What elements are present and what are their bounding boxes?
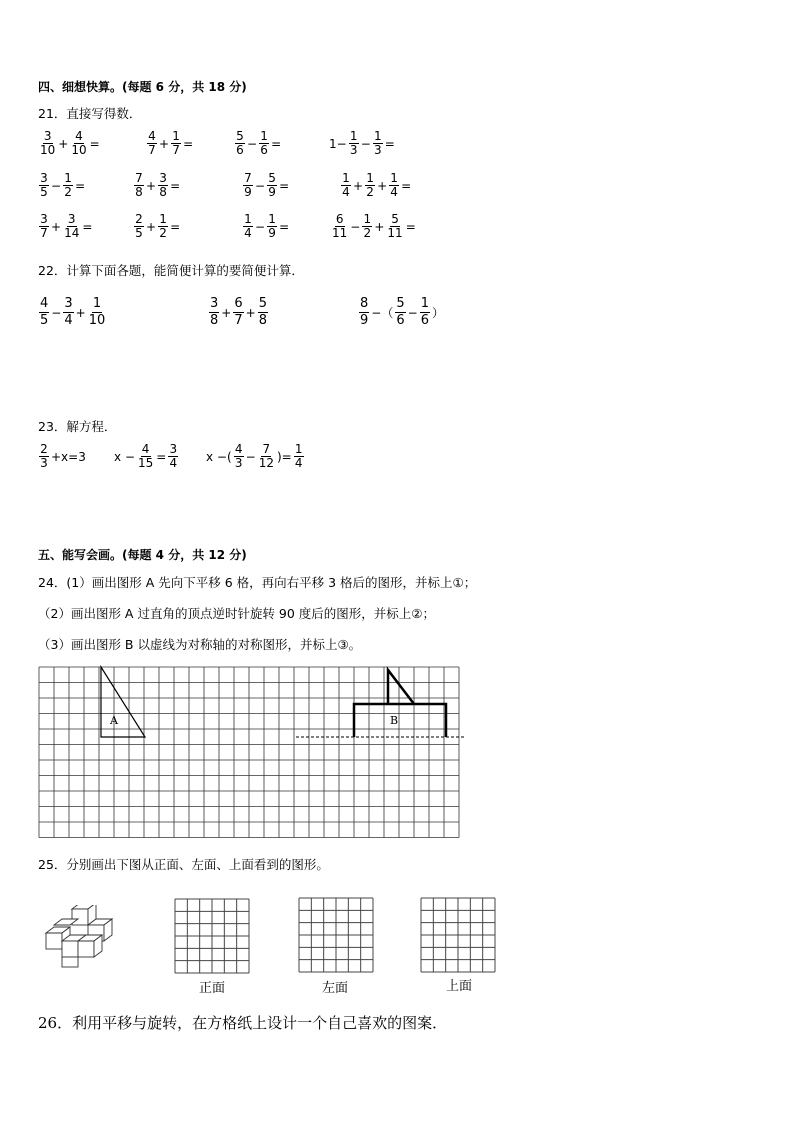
fraction <box>209 296 219 329</box>
denominator: 3 <box>349 143 358 157</box>
operator: + <box>377 178 388 193</box>
denominator: 10 <box>71 143 87 157</box>
expression <box>113 443 179 470</box>
numerator: 3 <box>40 212 48 226</box>
operator: = <box>156 449 167 464</box>
numerator: 1 <box>373 129 382 143</box>
q21-title: 21．直接写得数． <box>38 106 142 121</box>
operator: +x=3 <box>51 449 86 464</box>
denominator: 5 <box>40 185 48 199</box>
fraction <box>70 130 87 157</box>
fraction <box>294 443 304 470</box>
expression <box>146 130 194 157</box>
left-view-grid <box>298 897 374 973</box>
denominator: 6 <box>260 143 268 157</box>
numerator: 5 <box>391 212 399 226</box>
operator: + <box>221 305 232 320</box>
numerator: 4 <box>148 129 156 143</box>
fraction <box>258 443 275 470</box>
operator: + <box>58 136 69 151</box>
fraction <box>147 130 157 157</box>
operator: = <box>271 136 282 151</box>
operator: − <box>350 219 361 234</box>
denominator: 12 <box>258 456 274 470</box>
denominator: 8 <box>258 313 267 328</box>
operator: + <box>75 305 86 320</box>
triangle-a <box>101 667 145 737</box>
q23-title: 23．解方程． <box>38 419 117 434</box>
operator: = <box>170 219 181 234</box>
denominator: 4 <box>169 456 178 470</box>
denominator: 6 <box>420 313 429 328</box>
expression <box>38 443 87 470</box>
operator: = <box>279 219 290 234</box>
fraction <box>158 172 168 199</box>
operator: = <box>89 136 100 151</box>
fraction <box>259 130 269 157</box>
numerator: 1 <box>172 129 180 143</box>
operator: = <box>384 136 395 151</box>
fraction <box>39 172 49 199</box>
fraction <box>158 213 168 240</box>
numerator: 6 <box>335 212 344 226</box>
expression <box>38 130 101 157</box>
denominator: 9 <box>244 185 252 199</box>
fraction <box>349 130 359 157</box>
denominator: 2 <box>64 185 72 199</box>
operator: −（ <box>371 306 394 320</box>
fraction <box>234 443 244 470</box>
section4-title: 四、细想快算。(每题 6 分，共 18 分) <box>38 80 247 94</box>
operator: = <box>75 178 86 193</box>
operator: + <box>245 305 256 320</box>
denominator: 9 <box>268 185 276 199</box>
numerator: 3 <box>210 296 219 311</box>
numerator: 1 <box>64 171 72 185</box>
numerator: 7 <box>135 171 143 185</box>
denominator: 4 <box>342 185 350 199</box>
q24-grid-figure <box>38 664 468 844</box>
denominator: 15 <box>137 456 154 470</box>
q24-line2: （2）画出图形 A 过直角的顶点逆时针旋转 90 度后的图形，并标上②； <box>38 606 436 621</box>
operator: + <box>146 219 157 234</box>
numerator: 1 <box>260 129 268 143</box>
numerator: 3 <box>43 129 52 143</box>
denominator: 7 <box>148 143 156 157</box>
denominator: 6 <box>396 313 405 328</box>
denominator: 7 <box>40 226 48 240</box>
numerator: 5 <box>258 296 267 311</box>
fraction <box>267 213 277 240</box>
operator: + <box>51 219 62 234</box>
denominator: 3 <box>234 456 243 470</box>
numerator: 1 <box>294 442 303 456</box>
numerator: 3 <box>67 212 76 226</box>
operator: + <box>353 178 364 193</box>
numerator: 1 <box>363 212 372 226</box>
operator: − <box>407 305 418 320</box>
expression <box>242 172 290 199</box>
operator: − <box>247 136 258 151</box>
numerator: 4 <box>75 129 83 143</box>
fraction <box>359 296 369 329</box>
numerator: 1 <box>268 212 276 226</box>
q22-title: 22．计算下面各题，能简便计算的要简便计算． <box>38 263 304 278</box>
fraction <box>389 172 399 199</box>
operator: x − <box>114 449 135 464</box>
denominator: 2 <box>159 226 167 240</box>
fraction <box>88 296 107 329</box>
expression <box>133 172 181 199</box>
fraction <box>39 443 49 470</box>
denominator: 4 <box>390 185 398 199</box>
denominator: 5 <box>135 226 143 240</box>
denominator: 4 <box>294 456 303 470</box>
q25-title: 25．分别画出下图从正面、左面、上面看到的图形。 <box>38 857 329 872</box>
fraction <box>341 172 351 199</box>
numerator: 3 <box>169 442 178 456</box>
operator: + <box>146 178 157 193</box>
fraction <box>258 296 268 329</box>
expression <box>205 443 305 470</box>
operator: − <box>51 305 62 320</box>
numerator: 8 <box>360 296 369 311</box>
numerator: 5 <box>268 171 276 185</box>
label-a: A <box>110 714 118 727</box>
fraction <box>365 172 375 199</box>
numerator: 1 <box>244 212 252 226</box>
cube-stack-figure <box>44 905 124 970</box>
operator: = <box>401 178 412 193</box>
denominator: 7 <box>172 143 180 157</box>
operator: + <box>159 136 170 151</box>
front-view-label: 正面 <box>199 981 226 996</box>
numerator: 4 <box>234 442 243 456</box>
fraction <box>267 172 277 199</box>
denominator: 7 <box>234 313 243 328</box>
section5-title: 五、能写会画。(每题 4 分，共 12 分) <box>38 548 247 562</box>
operator: − <box>255 178 266 193</box>
numerator: 4 <box>40 296 49 311</box>
numerator: 5 <box>236 129 244 143</box>
fraction <box>134 213 144 240</box>
denominator: 10 <box>40 143 56 157</box>
fraction <box>39 130 56 157</box>
numerator: 2 <box>40 442 48 456</box>
denominator: 8 <box>159 185 167 199</box>
top-view-label: 上面 <box>446 979 473 994</box>
operator: = <box>82 219 93 234</box>
denominator: 8 <box>210 313 219 328</box>
numerator: 4 <box>141 442 150 456</box>
fraction <box>373 130 383 157</box>
operator: ） <box>431 306 444 320</box>
denominator: 3 <box>373 143 382 157</box>
fraction <box>63 172 73 199</box>
denominator: 8 <box>135 185 143 199</box>
expression <box>330 213 417 240</box>
operator: = <box>405 219 416 234</box>
fraction <box>137 443 154 470</box>
fraction <box>395 296 405 329</box>
numerator: 3 <box>159 171 167 185</box>
denominator: 2 <box>366 185 374 199</box>
numerator: 1 <box>366 171 374 185</box>
fraction <box>243 213 253 240</box>
numerator: 1 <box>390 171 398 185</box>
numerator: 7 <box>244 171 252 185</box>
numerator: 7 <box>262 442 271 456</box>
numerator: 3 <box>64 296 73 311</box>
fraction <box>386 213 403 240</box>
denominator: 14 <box>64 226 80 240</box>
numerator: 5 <box>396 296 405 311</box>
denominator: 11 <box>332 226 348 240</box>
denominator: 6 <box>236 143 244 157</box>
fraction <box>168 443 178 470</box>
numerator: 1 <box>420 296 429 311</box>
expression <box>340 172 412 199</box>
q24-line3: （3）画出图形 B 以虚线为对称轴的对称图形，并标上③。 <box>38 637 362 652</box>
denominator: 4 <box>64 313 73 328</box>
fraction <box>171 130 181 157</box>
operator: )= <box>277 449 292 464</box>
q26-title: 26．利用平移与旋转，在方格纸上设计一个自己喜欢的图案． <box>38 1014 448 1032</box>
operator: x −( <box>206 449 232 464</box>
numerator: 1 <box>342 171 350 185</box>
denominator: 11 <box>387 226 403 240</box>
denominator: 9 <box>360 313 369 328</box>
numerator: 6 <box>234 296 243 311</box>
fraction <box>235 130 245 157</box>
numerator: 1 <box>159 212 167 226</box>
expression <box>38 172 86 199</box>
denominator: 5 <box>40 313 49 328</box>
top-view-grid <box>420 897 496 973</box>
expression <box>208 296 269 329</box>
fraction <box>39 213 49 240</box>
front-view-grid <box>174 898 250 974</box>
left-view-label: 左面 <box>322 981 349 996</box>
numerator: 1 <box>349 129 358 143</box>
denominator: 10 <box>88 313 106 328</box>
denominator: 9 <box>268 226 276 240</box>
expression <box>38 296 107 329</box>
expression <box>242 213 290 240</box>
fraction <box>362 213 372 240</box>
numerator: 1 <box>92 296 102 311</box>
operator: = <box>279 178 290 193</box>
operator: = <box>183 136 194 151</box>
fraction <box>331 213 348 240</box>
numerator: 3 <box>40 171 48 185</box>
expression <box>358 296 445 329</box>
operator: 1− <box>329 136 347 151</box>
fraction <box>233 296 243 329</box>
figure-b <box>354 670 446 737</box>
expression <box>234 130 282 157</box>
expression <box>328 130 396 157</box>
numerator: 2 <box>135 212 143 226</box>
expression <box>133 213 181 240</box>
fraction <box>243 172 253 199</box>
fraction <box>420 296 430 329</box>
fraction <box>63 213 80 240</box>
operator: − <box>51 178 62 193</box>
fraction <box>39 296 49 329</box>
operator: = <box>170 178 181 193</box>
denominator: 3 <box>40 456 48 470</box>
expression <box>38 213 93 240</box>
operator: − <box>255 219 266 234</box>
q24-line1: 24．(1）画出图形 A 先向下平移 6 格，再向右平移 3 格后的图形，并标上①； <box>38 575 477 590</box>
operator: + <box>374 219 385 234</box>
denominator: 2 <box>363 226 372 240</box>
operator: − <box>245 449 256 464</box>
fraction <box>134 172 144 199</box>
denominator: 4 <box>244 226 252 240</box>
label-b: B <box>390 714 399 727</box>
fraction <box>63 296 73 329</box>
operator: − <box>360 136 371 151</box>
